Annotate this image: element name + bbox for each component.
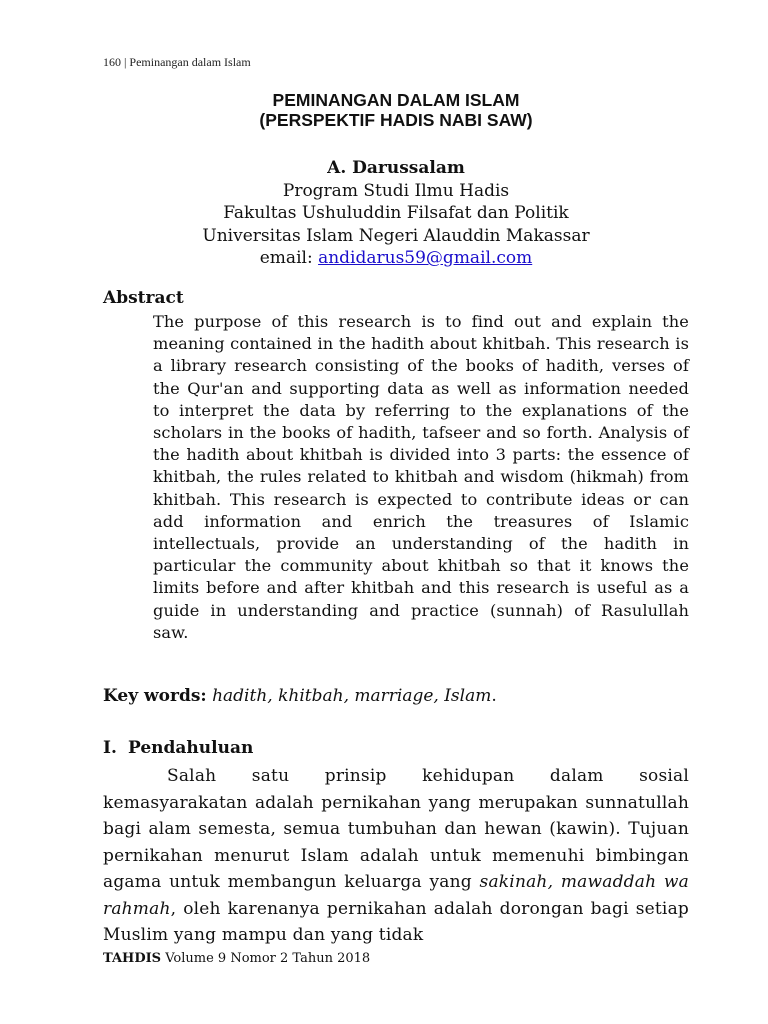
intro-text-italic: sakinah, mawaddah wa rahmah	[103, 872, 689, 919]
author-program: Program Studi Ilmu Hadis	[282, 180, 510, 201]
author-info	[103, 157, 689, 270]
abstract-heading: Abstract	[103, 288, 184, 308]
page-footer	[103, 951, 370, 966]
email-link[interactable]: andidarus59@gmail.com	[318, 248, 533, 268]
section-number: I.	[103, 738, 117, 758]
email-label: email:	[259, 248, 319, 268]
author-faculty: Fakultas Ushuluddin Filsafat dan Politik	[223, 203, 569, 223]
intro-text-part-1: Salah satu prinsip kehidupan dalam sosial kemasyarakatan adalah pernikahan yang merupakan sunnatullah bagi alam semesta, semua tumbuhan dan hewan (kawin). Tujuan pernikahan menurut Islam adalah untuk memenuhi bimbingan agama untuk membangun keluarga yang	[103, 766, 689, 892]
paper-title	[103, 90, 689, 130]
section-title: Pendahuluan	[128, 738, 254, 758]
keywords	[103, 686, 497, 706]
keywords-label: Key words:	[103, 686, 207, 706]
title-line-1: PEMINANGAN DALAM ISLAM	[272, 90, 520, 110]
intro-text-part-2: , oleh karenanya pernikahan adalah dorongan bagi setiap Muslim yang mampu dan yang tidak	[103, 898, 689, 945]
running-header: 160 | Peminangan dalam Islam	[103, 55, 251, 69]
abstract-body: The purpose of this research is to find out and explain the meaning contained in the hadith about khitbah. This research is a library research consisting of the books of hadith, verses of the Qur'an and supporting data as well as information needed to interpret the data by referring to the explanations of the scholars in the books of hadith, tafseer and so forth. Analysis of the hadith about khitbah is divided into 3 parts: the essence of khitbah, the rules related to khitbah and wisdom (hikmah) from khitbah. This research is expected to contribute ideas or can add information and enrich the treasures of Islamic intellectuals, provide an understanding of the hadith in particular the community about khitbah so that it knows the limits before and after khitbah and this research is useful as a guide in understanding and practice (sunnah) of Rasulullah saw.	[153, 312, 689, 642]
title-line-2: (PERSPEKTIF HADIS NABI SAW)	[259, 110, 533, 130]
intro-paragraph	[103, 763, 689, 949]
keywords-end: .	[491, 686, 497, 706]
footer-journal-name: TAHDIS	[103, 951, 162, 966]
author-university: Universitas Islam Negeri Alauddin Makassar	[202, 225, 590, 246]
author-name: A. Darussalam	[327, 158, 465, 178]
section-heading	[103, 738, 253, 758]
keywords-list: hadith, khitbah, marriage, Islam	[212, 686, 492, 706]
author-email-line	[103, 247, 689, 270]
footer-issue: Volume 9 Nomor 2 Tahun 2018	[161, 951, 371, 966]
